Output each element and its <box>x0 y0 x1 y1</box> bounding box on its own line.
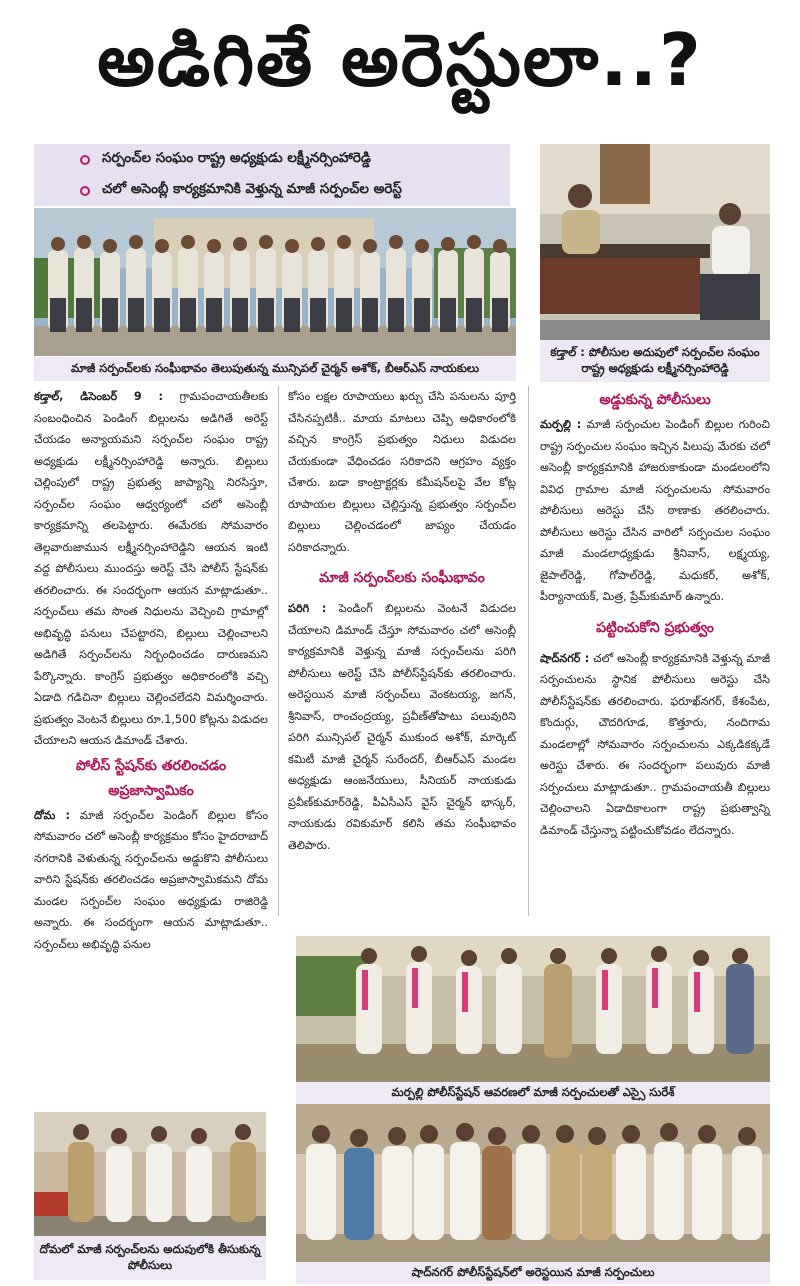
column-2 <box>288 386 516 856</box>
subhead-line <box>34 144 510 175</box>
subhead-text: చలో అసెంబ్లీ కార్యక్రమానికి వెళ్తున్న మాజీ సర్పంచ్‌ల అరెస్ట్ <box>102 181 402 197</box>
doma-photo-image <box>34 1112 266 1236</box>
shadnagar-photo-caption: షాద్‌నగర్ పోలీస్‌స్టేషన్‌లో అరెస్టయిన మాజీ సర్పంచులు <box>296 1262 770 1284</box>
section-heading: పోలీస్ స్టేషన్‌కు తరలించడం <box>75 757 227 774</box>
dateline: కడ్తాల్, డిసెంబర్ 9 : <box>34 390 163 403</box>
section-heading: అప్రజాస్వామికం <box>108 782 194 799</box>
marpalli-photo-caption: మర్పల్లి పోలీస్‌స్టేషన్ ఆవరణలో మాజీ సర్పంచులతో ఎస్సై సురేశ్ <box>296 1082 770 1104</box>
marpalli-photo <box>296 936 770 1082</box>
group-photo-image <box>34 208 516 356</box>
marpalli-photo-image <box>296 936 770 1082</box>
column-3 <box>540 386 770 841</box>
paragraph-text: కోసం లక్షల రూపాయలు ఖర్చు చేసి పనులను పూర్తి చేసినప్పటికీ.. మాయ మాటలు చెప్పి అధికారంలోకి వచ్చిన కాంగ్రెస్ ప్రభుత్వం నిధులు విడుదల చేయకుండా వేధించడం సరికాదని ఆగ్రహం వ్యక్తం చేశారు. బడా కాంట్రాక్టర్లకు కమీషన్‌లపై వేల కోట్ల రూపాయల బిల్లులు చెల్లిస్తున్న ప్రభుత్వం సర్పంచ్‌ల బిల్లులు చెల్లించడంలో జాప్యం చేయడం సరికాదన్నారు. <box>288 390 516 554</box>
subhead-text: సర్పంచ్‌ల సంఘం రాష్ట్ర అధ్యక్షుడు లక్ష్మీనర్సింహారెడ్డి <box>102 150 371 166</box>
article-paragraph <box>540 648 770 842</box>
bullet-icon <box>80 186 90 196</box>
doma-photo-caption: దోమలో మాజీ సర్పంచ్‌లను అదుపులోకి తీసుకున్న పోలీసులు <box>34 1236 266 1280</box>
paragraph-text: చలో అసెంబ్లీ కార్యక్రమానికి వెళ్తున్న మాజీ సర్పంచులను స్థానిక పోలీసులు అరెస్టు చేసి పోలీస్‌స్టేషన్‌కు తరలించారు. ఫరూఖ్‌నగర్, కేశంపేట, కొందుర్గు, చౌదరిగూడ, కొత్తూరు, నందిగామ మండలాల్లో సోమవారం సర్పంచులను ఎక్కడికక్కడే అరెస్టు చేశారు. ఈ సందర్భంగా పలువురు మాజీ సర్పంచులు మాట్లాడుతూ.. గ్రామపంచాయతీ బిల్లులు చెల్లించాలని ఏడాదికాలంగా రాష్ట్ర ప్రభుత్వాన్ని డిమాండ్ చేస్తున్నా పట్టించుకోవడం లేదన్నారు. <box>540 651 770 837</box>
dateline: పరిగి : <box>288 602 327 615</box>
dateline: మర్పల్లి : <box>540 418 582 431</box>
column-divider <box>528 386 529 916</box>
doma-photo <box>34 1112 266 1236</box>
column-1 <box>34 386 268 955</box>
custody-photo-caption: కడ్తాల్ : పోలీసుల అదుపులో సర్పంచ్‌ల సంఘం రాష్ట్ర అధ్యక్షుడు లక్ష్మీనర్సింహారెడ్డి <box>540 340 770 382</box>
custody-photo-image <box>540 144 770 340</box>
headline: అడిగితే అరెస్టులా..? <box>97 18 703 102</box>
section-heading: పట్టించుకోని ప్రభుత్వం <box>596 619 714 636</box>
shadnagar-photo <box>296 1104 770 1264</box>
article-paragraph <box>34 805 268 956</box>
subhead-box <box>34 144 510 206</box>
shadnagar-photo-image <box>296 1104 770 1264</box>
column-divider <box>278 386 279 916</box>
section-heading: మాజీ సర్పంచ్‌లకు సంఘీభావం <box>319 570 485 586</box>
paragraph-text: మాజీ సర్పంచ్‌ల పెండింగ్ బిల్లుల కోసం సోమవారం చలో అసెంబ్లీ కార్యక్రమం కోసం హైదరాబాద్ నగరానికి వెళుతున్న సర్పంచ్‌లను అడ్డుకొని పోలీసులు వారిని స్టేషన్‌కు తరలించడం అప్రజాస్వామికమని దోమ మండల సర్పంచ్‌ల సంఘం అధ్యక్షుడు రాజిరెడ్డి అన్నారు. ఈ సందర్భంగా ఆయన మాట్లాడుతూ.. సర్పంచ్‌లు అభివృద్ధి పనుల <box>34 808 268 951</box>
paragraph-text: పెండింగ్ బిల్లులను వెంటనే విడుదల చేయాలని డిమాండ్ చేస్తూ సోమవారం చలో అసెంబ్లీ కార్యక్రమానికి వెళ్తున్న మాజీ సర్పంచ్‌లను పరిగి పోలీసులు అరెస్ట్ చేసి పోలీస్‌స్టేషన్‌కు తరలించారు. అరెస్టయిన మాజీ సర్పంచ్‌లు వెంకటయ్య, జగన్, శ్రీనివాస్, రాంచంద్రయ్య, ప్రవీణ్‌తోపాటు పలువురిని పరిగి మున్సిపల్ చైర్మన్ ముకుంద అశోక్, మార్కెట్ కమిటీ మాజీ చైర్మన్ సురేందర్, బీఆర్ఎస్ మండల అధ్యక్షుడు ఆంజనేయులు, సీనియర్ నాయకుడు ప్రవీణ్‌కుమార్‌రెడ్డి, పీఏసీఎస్ వైస్ చైర్మన్ భాస్కర్, నాయకుడు రవికుమార్ కలిసి తమ సంఘీభావం తెలిపారు. <box>288 602 516 852</box>
article-paragraph <box>288 386 516 558</box>
bullet-icon <box>80 155 90 165</box>
group-photo <box>34 208 516 356</box>
dateline: దోమ : <box>34 808 70 822</box>
subhead-line <box>34 175 510 206</box>
section-heading: అడ్డుకున్న పోలీసులు <box>599 392 711 408</box>
article-paragraph <box>288 598 516 856</box>
dateline: షాద్‌నగర్ : <box>540 651 590 665</box>
article-paragraph <box>34 386 268 752</box>
paragraph-text: మాజీ సర్పంచుల పెండింగ్ బిల్లుల గురించి రాష్ట్ర సర్పంచుల సంఘం ఇచ్చిన పిలుపు మేరకు చలో అసెంబ్లీ కార్యక్రమానికి హాజరుకాకుండా మండలంలోని వివిధ గ్రామాల మాజీ సర్పంచులను సోమవారం పోలీసులు అరెస్టు చేసి ఠాణాకు తరలించారు. పోలీసులు అరెస్టు చేసిన వారిలో సర్పంచుల సంఘం మాజీ మండలాధ్యక్షుడు శ్రీనివాస్, లక్ష్మయ్య, జైపాల్‌రెడ్డి, గోపాల్‌రెడ్డి, మధుకర్, అశోక్, పీర్యానాయక్, మిత్ర, ప్రేమ్‌కుమార్ ఉన్నారు. <box>540 418 770 603</box>
custody-photo <box>540 144 770 340</box>
article-paragraph <box>540 414 770 608</box>
paragraph-text: గ్రామపంచాయతీలకు సంబంధించిన పెండింగ్ బిల్లులను అడిగితే అరెస్ట్ చేయడం అన్యాయమని సర్పంచ్‌ల సంఘం రాష్ట్ర అధ్యక్షుడు లక్ష్మీనర్సింహారెడ్డి అన్నారు. బిల్లులు చెల్లింపులో రాష్ట్ర ప్రభుత్వ జాప్యాన్ని నిరసిస్తూ, సర్పంచ్‌ల సంఘం ఆధ్వర్యంలో చలో అసెంబ్లీ కార్యక్రమాన్ని తలపెట్టారు. ఈమేరకు సోమవారం తెల్లవారుజామున లక్ష్మీనర్సింహారెడ్డిని ఆయన ఇంటి వద్ద పోలీసులు ముందస్తు అరెస్ట్ చేసి పోలీస్ స్టేషన్‌కు తరలించారు. ఈ సందర్భంగా ఆయన మాట్లాడుతూ.. సర్పంచ్‌లు తమ సొంత నిధులను వెచ్చించి గ్రామాల్లో అభివృద్ధి పనులు చేపట్టారని, బిల్లులు చెల్లించాలని అడిగితే సర్పంచ్‌లను నిర్బంధించడం దారుణమని పేర్కొన్నారు. కాంగ్రెస్ ప్రభుత్వం అధికారంలోకి వచ్చి ఏడాది గడిచినా బిల్లులు చెల్లించలేదని విమర్శించారు. ప్రభుత్వం వెంటనే బిల్లులు రూ.1,500 కోట్లను విడుదల చేయాలని ఆయన డిమాండ్ చేశారు. <box>34 390 268 747</box>
group-photo-caption: మాజీ సర్పంచ్‌లకు సంఘీభావం తెలుపుతున్న మున్సిపల్ చైర్మన్ అశోక్, బీఆర్ఎస్ నాయకులు <box>34 357 516 381</box>
